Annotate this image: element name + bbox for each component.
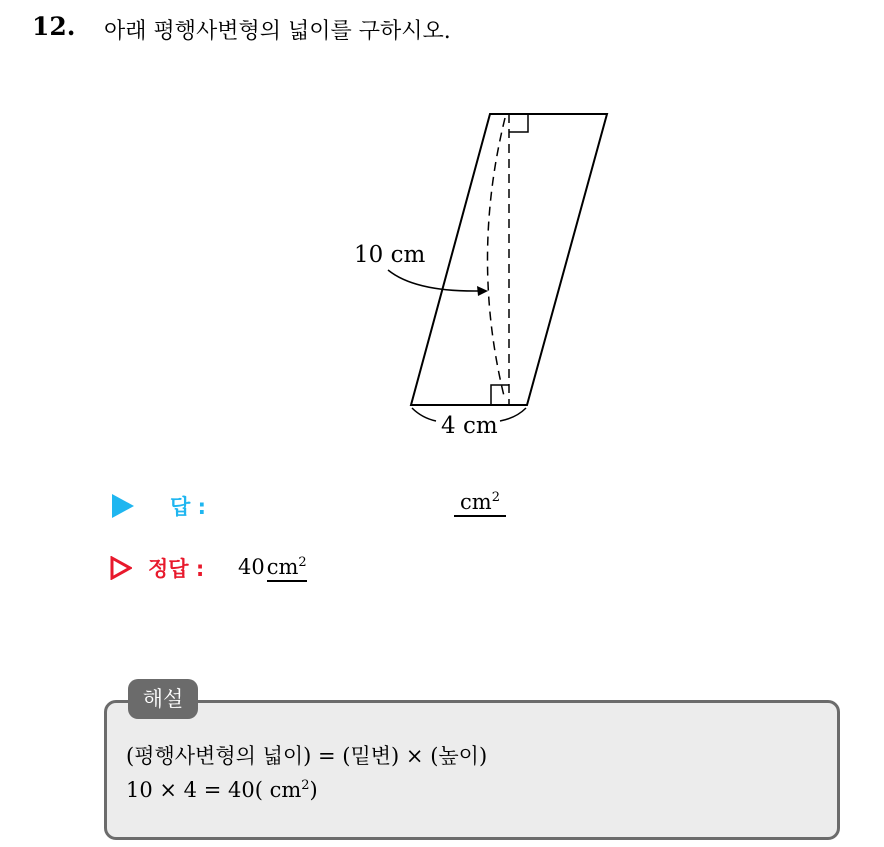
question-text: 아래 평행사변형의 넓이를 구하시오. <box>104 19 451 44</box>
correct-answer-number: 40 <box>238 555 265 579</box>
bottom-right-angle-mark <box>491 385 509 405</box>
answer-unit: cm <box>460 490 492 514</box>
outline-triangle-icon <box>110 556 132 580</box>
height-brace <box>488 118 506 400</box>
solution-tag: 해설 <box>128 679 198 719</box>
solution-box <box>104 700 840 840</box>
arrow-head <box>477 286 488 296</box>
solution-line-1: (평행사변형의 넓이) = (밑변) × (높이) <box>126 744 488 768</box>
answer-label: 답 : <box>170 495 206 519</box>
height-label-arrow <box>388 270 480 291</box>
correct-answer-label: 정답 : <box>148 557 205 581</box>
correct-answer-unit: $cm^2$ <box>267 555 307 582</box>
play-triangle-icon <box>112 494 134 518</box>
answer-unit-exp: 2 <box>491 490 500 505</box>
base-label: 4 cm <box>441 413 498 439</box>
answer-row <box>108 490 528 524</box>
correct-answer-row <box>108 552 408 586</box>
question-number: 12. <box>32 12 76 41</box>
top-right-angle-mark <box>509 114 528 132</box>
answer-blank[interactable] <box>454 490 506 517</box>
correct-answer-value <box>238 555 307 582</box>
height-label: 10 cm <box>354 242 426 268</box>
solution-line-2: 10 × 4 = 40( $cm^2$) <box>126 778 318 802</box>
